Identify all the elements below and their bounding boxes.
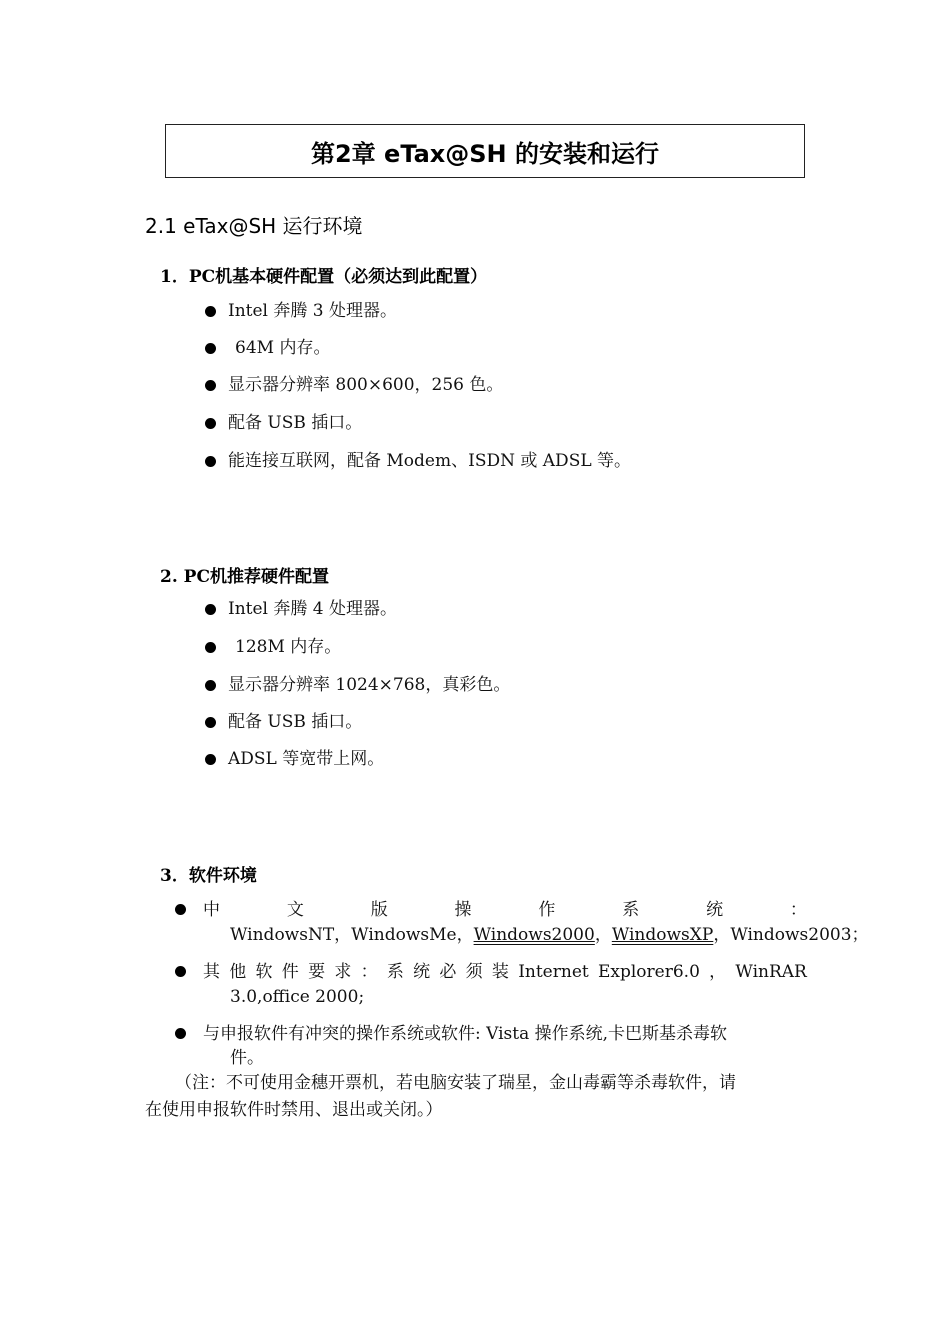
list-item-text: 显示器分辨率 800×600，256 色。: [228, 375, 504, 395]
other-requirement-item: [175, 959, 807, 1011]
list-item: [205, 300, 397, 322]
list-item-text: ADSL 等宽带上网。: [228, 749, 385, 769]
bullet-icon: [175, 904, 186, 915]
section-title: 2.1 eTax@SH 运行环境: [145, 214, 363, 238]
conflict-cont: 件。: [230, 1048, 264, 1068]
os-label: 中 文 版 操 作 系 统 ：: [203, 900, 807, 920]
bullet-icon: [205, 306, 216, 317]
list-item: [205, 598, 397, 620]
conflict-item: [175, 1021, 807, 1073]
list-item-text: 配备 USB 插口。: [228, 712, 363, 732]
conflict-line: 与申报软件有冲突的操作系统或软件: Vista 操作系统,卡巴斯基杀毒软: [203, 1024, 728, 1044]
note-paragraph: [145, 1070, 807, 1124]
list-item: [205, 711, 362, 733]
list-item-text: 配备 USB 插口。: [228, 413, 363, 433]
recommended-hardware-heading: 2. PC机推荐硬件配置: [160, 567, 329, 587]
list-item-text: Intel 奔腾 4 处理器。: [228, 599, 398, 619]
list-item: [205, 450, 631, 472]
bullet-icon: [205, 642, 216, 653]
list-item-text: Intel 奔腾 3 处理器。: [228, 301, 398, 321]
bullet-icon: [205, 680, 216, 691]
list-item: [205, 748, 384, 770]
list-item-text: 能连接互联网，配备 Modem、ISDN 或 ADSL 等。: [228, 451, 632, 471]
list-item: [205, 674, 510, 696]
other-requirement-cont: 3.0,office 2000;: [230, 987, 365, 1007]
bullet-icon: [205, 343, 216, 354]
list-item: [205, 636, 341, 658]
list-item: [205, 374, 503, 396]
bullet-icon: [205, 380, 216, 391]
os-list: WindowsNT，WindowsMe，Windows2000，WindowsXP，Windows2003；: [230, 925, 869, 945]
bullet-icon: [205, 717, 216, 728]
list-item-text: 64M 内存。: [235, 338, 331, 358]
min-hardware-heading: 1．PC机基本硬件配置（必须达到此配置）: [160, 267, 488, 287]
list-item-text: 显示器分辨率 1024×768，真彩色。: [228, 675, 511, 695]
list-item: [205, 412, 362, 434]
bullet-icon: [205, 754, 216, 765]
other-requirement-line: 其 他 软 件 要 求 ： 系 统 必 须 装 Internet Explorer6.0 ， WinRAR: [203, 962, 807, 982]
bullet-icon: [175, 966, 186, 977]
chapter-title-box: [165, 124, 805, 178]
chapter-title: 第2章 eTax@SH 的安装和运行: [310, 139, 659, 168]
bullet-icon: [175, 1028, 186, 1039]
list-item-text: 128M 内存。: [235, 637, 342, 657]
bullet-icon: [205, 456, 216, 467]
list-item: [205, 337, 330, 359]
os-requirement-item: [175, 897, 869, 949]
bullet-icon: [205, 604, 216, 615]
note-line-1: （注：不可使用金穗开票机，若电脑安装了瑞星，金山毒霸等杀毒软件，请: [175, 1073, 736, 1093]
software-heading: 3．软件环境: [160, 866, 257, 886]
bullet-icon: [205, 418, 216, 429]
note-line-2: 在使用申报软件时禁用、退出或关闭。）: [145, 1100, 443, 1120]
